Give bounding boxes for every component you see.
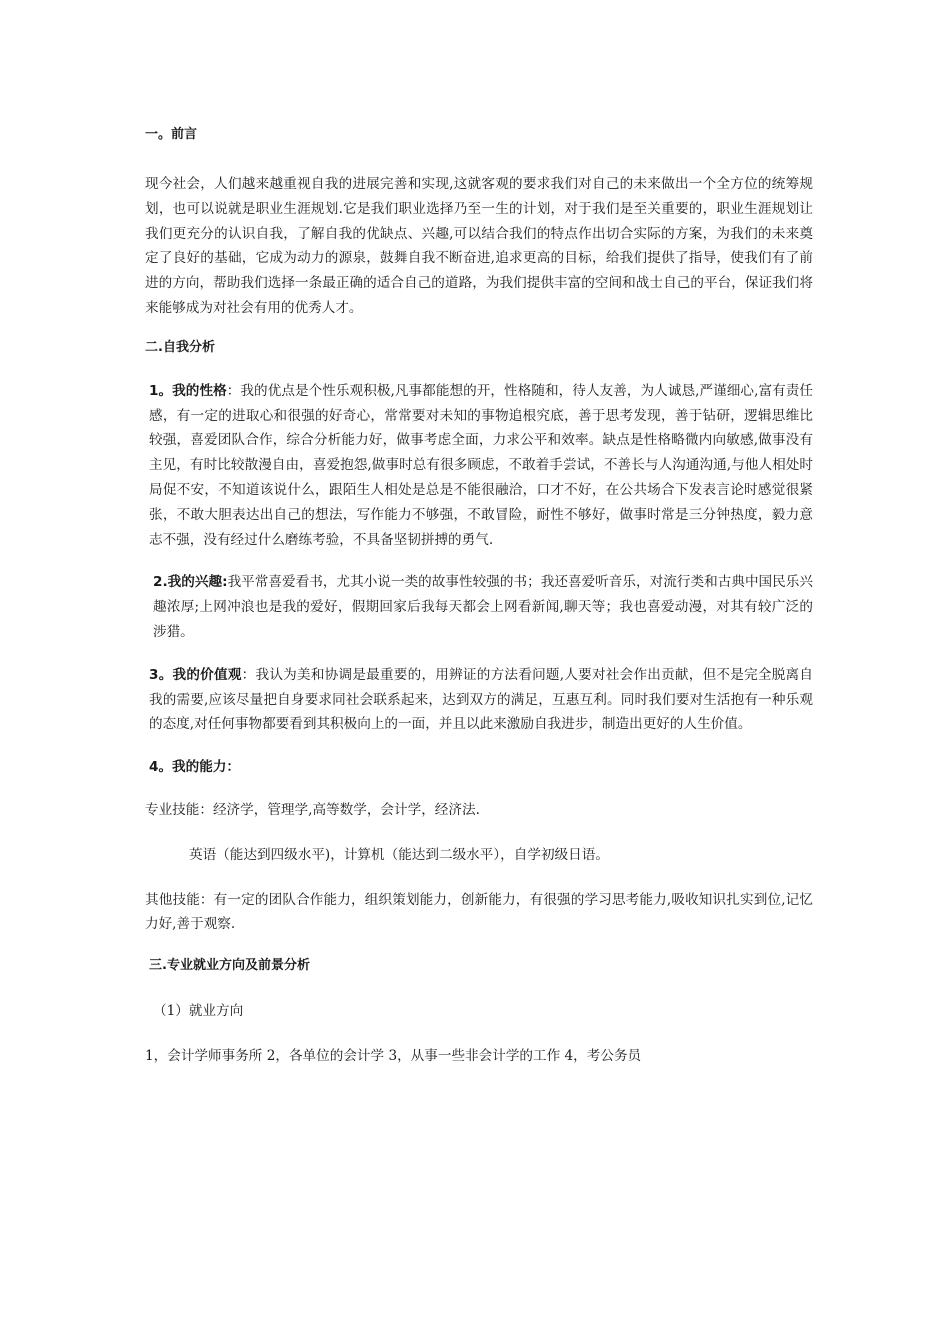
other-skills: 其他技能：有一定的团队合作能力，组织策划能力，创新能力，有很强的学习思考能力,吸收知识扎实到位,记忆力好,善于观察. [145,891,813,933]
language-skills: 英语（能达到四级水平)，计算机（能达到二级水平），自学初级日语。 [189,846,609,863]
interest-paragraph [145,570,813,644]
ability-label: 4。我的能力： [149,759,241,776]
personality-paragraph [145,379,813,553]
employment-list: 1，会计学师事务所 2，各单位的会计学 3，从事一些非会计学的工作 4，考公务员 [145,1047,642,1064]
section-2-title: 二.自我分析 [145,339,215,355]
ability-paragraph [145,755,813,780]
section-3-title: 三.专业就业方向及前景分析 [149,958,310,974]
interest-label: 2.我的兴趣: [153,574,228,591]
employment-direction: （1）就业方向 [153,1003,244,1020]
values-label: 3。我的价值观 [149,666,242,683]
personality-label: 1。我的性格 [149,382,227,399]
section-1-title: 一。前言 [145,127,198,142]
document-page [145,122,813,1069]
section-1-body: 现今社会，人们越来越重视自我的进展完善和实现,这就客观的要求我们对自己的未来做出一个全方位的统筹规划，也可以说就是职业生涯规划.它是我们职业选择乃至一生的计划，对于我们是至关重要的，职业生涯规划让我们更充分的认识自我，了解自我的优缺点、兴趣,可以结合我们的特点作出切合实际的方案，为我们的未来奠定了良好的基础，它成为动力的源泉，鼓舞自我不断奋进,追求更高的目标，给我们提供了指导，使我们有了前进的方向，帮助我们选择一条最正确的适合自己的道路，为我们提供丰富的空间和战士自己的平台，保证我们将来能够成为对社会有用的优秀人才。 [145,176,813,316]
professional-skills: 专业技能：经济学，管理学,高等数学，会计学，经济法. [145,801,480,818]
personality-body: ：我的优点是个性乐观积极,凡事都能想的开，性格随和，待人友善，为人诚恳,严谨细心,富有责任感，有一定的进取心和很强的好奇心，常常要对未知的事物追根究底，善于思考发现，善于钻研，逻辑思维比较强，喜爱团队合作，综合分析能力好，做事考虑全面，力求公平和效率。缺点是性格略微内向敏感,做事没有主见，有时比较散漫自由，喜爱抱怨,做事时总有很多顾虑，不敢着手尝试，不善长与人沟通沟通,与他人相处时局促不安，不知道该说什么，跟陌生人相处是总是不能很融洽，口才不好，在公共场合下发表言论时感觉很紧张，不敢大胆表达出自己的想法，写作能力不够强，不敢冒险，耐性不够好，做事时常是三分钟热度，毅力意志不强，没有经过什么磨练考验，不具备坚韧拼搏的勇气. [149,382,813,548]
values-body: ：我认为美和协调是最重要的，用辨证的方法看问题,人要对社会作出贡献，但不是完全脱离自我的需要,应该尽量把自身要求同社会联系起来，达到双方的满足，互惠互利。同时我们要对生活抱有一种乐观的态度,对任何事物都要看到其积极向上的一面，并且以此来激励自我进步，制造出更好的人生价值。 [149,666,813,733]
interest-body: 我平常喜爱看书，尤其小说一类的故事性较强的书；我还喜爱听音乐，对流行类和古典中国民乐兴趣浓厚;上网冲浪也是我的爱好，假期回家后我每天都会上网看新闻,聊天等；我也喜爱动漫，对其有较广泛的涉猎。 [153,574,813,640]
values-paragraph [145,663,813,737]
